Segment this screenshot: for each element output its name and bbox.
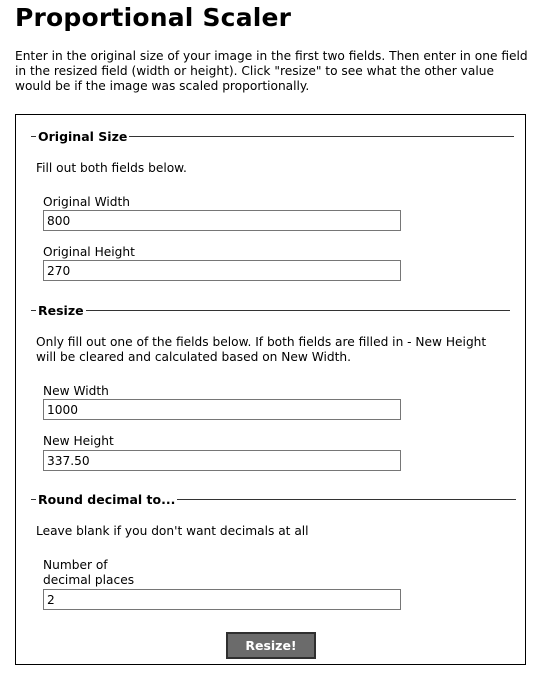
legend-dash bbox=[31, 310, 36, 311]
original-width-field[interactable] bbox=[43, 210, 401, 231]
legend-dash bbox=[31, 499, 36, 500]
page-title: Proportional Scaler bbox=[15, 3, 292, 32]
resize-legend bbox=[31, 302, 510, 318]
original-height-field[interactable] bbox=[43, 260, 401, 281]
resize-button[interactable]: Resize! bbox=[226, 632, 316, 659]
original-height-label: Original Height bbox=[43, 245, 135, 259]
round-note: Leave blank if you don't want decimals at all bbox=[36, 524, 309, 538]
new-height-label: New Height bbox=[43, 434, 114, 448]
decimal-places-label bbox=[43, 558, 134, 588]
original-size-legend bbox=[31, 128, 514, 144]
legend-rule bbox=[129, 136, 514, 137]
decimal-places-field[interactable] bbox=[43, 589, 401, 610]
original-width-label: Original Width bbox=[43, 195, 130, 209]
original-size-legend-text: Original Size bbox=[38, 128, 128, 144]
decimal-places-label-line2: decimal places bbox=[43, 573, 135, 587]
round-legend-text: Round decimal to... bbox=[38, 491, 176, 507]
legend-rule bbox=[86, 310, 510, 311]
resize-legend-text: Resize bbox=[38, 302, 84, 318]
decimal-places-label-line1: Number of bbox=[43, 558, 108, 572]
resize-note: Only fill out one of the fields below. If both fields are filled in - New Height will be cleared and calculated based on New Width. bbox=[36, 335, 487, 364]
legend-rule bbox=[177, 499, 516, 500]
new-width-field[interactable] bbox=[43, 399, 401, 420]
new-width-label: New Width bbox=[43, 384, 109, 398]
round-legend bbox=[31, 491, 516, 507]
new-height-field[interactable] bbox=[43, 450, 401, 471]
original-size-note: Fill out both fields below. bbox=[36, 161, 187, 175]
intro-text: Enter in the original size of your image in the first two fields. Then enter in one field in the resized field (width or height). Click "resize" to see what the other value would be if the image was scaled proportionally. bbox=[15, 49, 528, 93]
legend-dash bbox=[31, 136, 36, 137]
